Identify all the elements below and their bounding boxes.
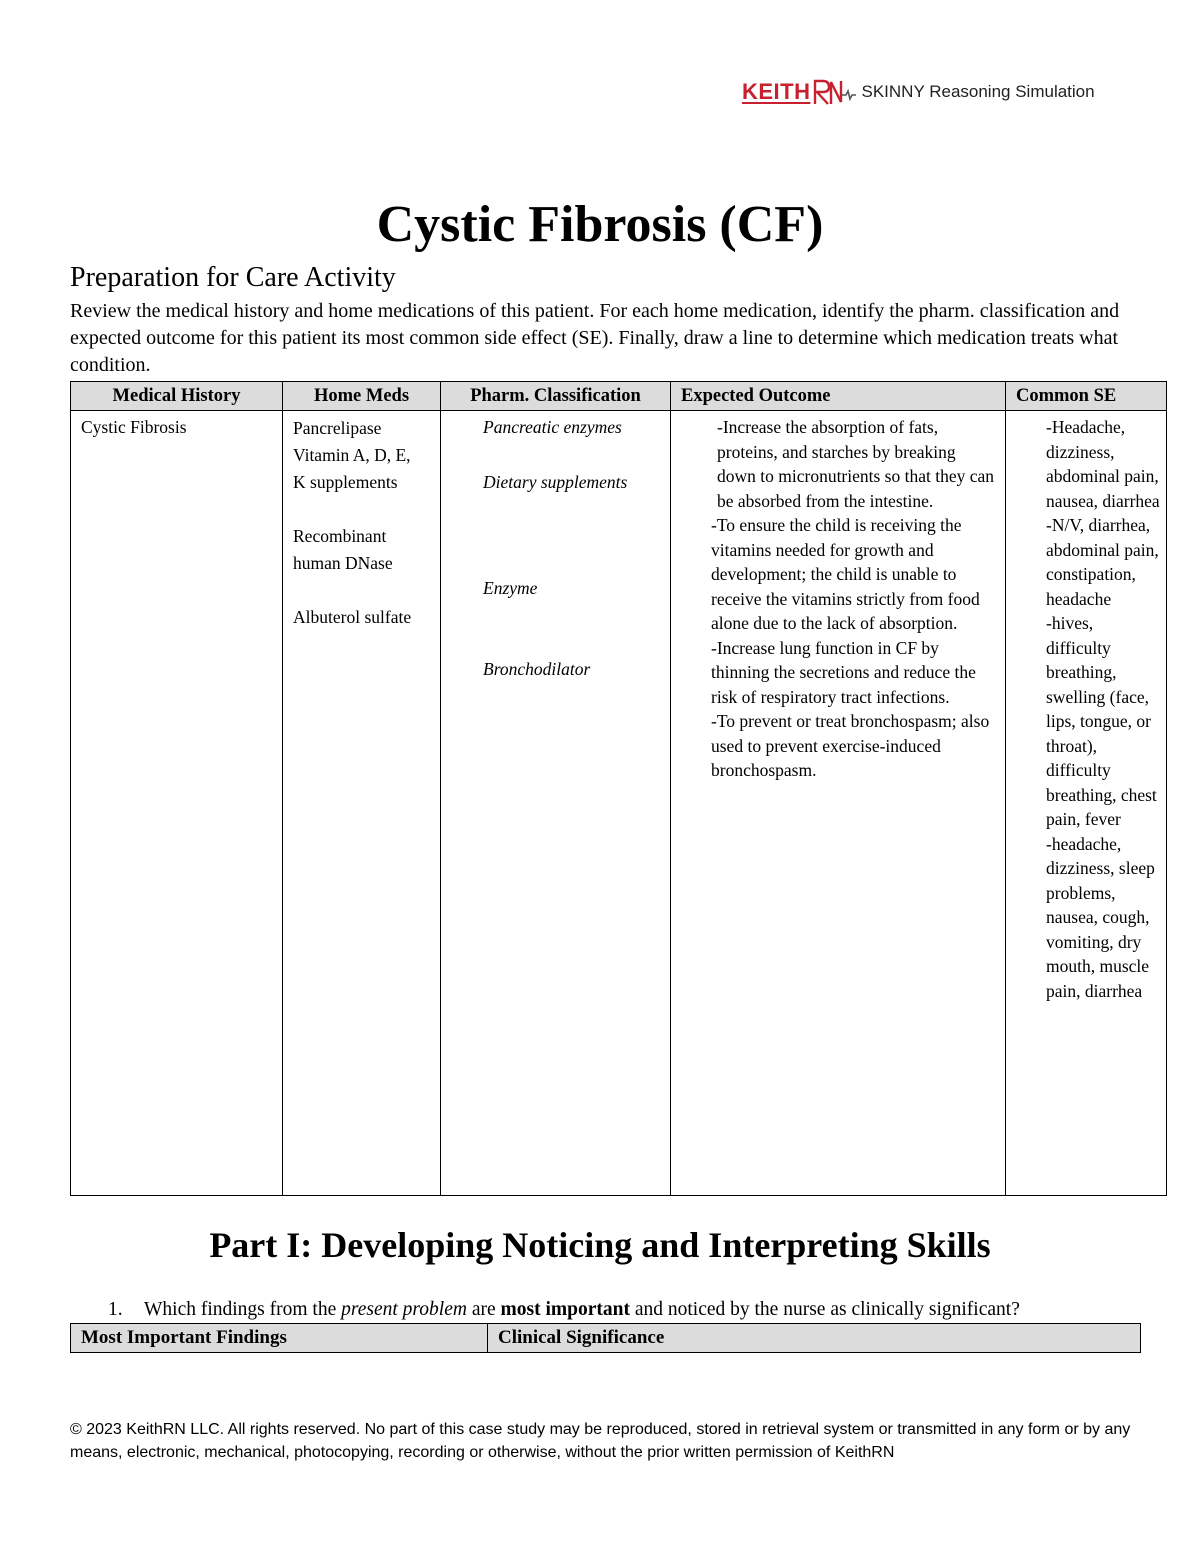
question-number: 1. (108, 1299, 123, 1320)
table-header-row (71, 382, 1167, 411)
question-text-pre: Which findings from the (144, 1299, 342, 1320)
question-text-emphasis: present problem (341, 1299, 467, 1320)
medication-table (70, 381, 1167, 1196)
page-title: Cystic Fibrosis (CF) (376, 196, 824, 253)
classification-item: Bronchodilator (483, 658, 591, 679)
classification-item: Dietary supplements (483, 471, 628, 492)
side-effects-cell (1006, 411, 1167, 1196)
outcome-cell (671, 411, 1006, 1196)
header-clinical-significance: Clinical Significance (488, 1324, 1141, 1353)
question-1 (108, 1297, 1020, 1323)
findings-header-row (71, 1324, 1141, 1353)
side-effect-item: -headache, dizziness, sleep problems, nausea, cough, vomiting, dry mouth, muscle pain, diarrhea (1046, 833, 1155, 1001)
outcome-item: -Increase the absorption of fats, proteins, and starches by breaking down to micronutrients so that they can be absorbed from the intestine. (717, 417, 995, 511)
copyright-footer: © 2023 KeithRN LLC. All rights reserved. No part of this case study may be reproduced, stored in retrieval system or transmitted in any form or by any means, electronic, mechanical, photocopying, recording or otherwise, without the prior written permission of KeithRN (70, 1421, 1131, 1461)
side-effect-item: -N/V, diarrhea, abdominal pain, constipation, headache (1046, 515, 1159, 609)
keithrn-logo (742, 72, 1095, 112)
part-one-title: Part I: Developing Noticing and Interpreting Skills (209, 1225, 991, 1265)
logo-rn-icon (812, 77, 856, 107)
home-med-item: Albuterol sulfate (293, 607, 412, 627)
classification-item: Pancreatic enzymes (483, 417, 622, 437)
outcome-item: -To prevent or treat bronchospasm; also used to prevent exercise-induced bronchospasm. (711, 711, 990, 780)
outcome-item: -Increase lung function in CF by thinning the secretions and reduce the risk of respiratory tract infections. (711, 637, 976, 707)
question-text-post: and noticed by the nurse as clinically significant? (629, 1299, 1020, 1320)
classification-cell (441, 411, 671, 1196)
side-effect-item: -Headache, dizziness, abdominal pain, nausea, diarrhea (1046, 417, 1160, 511)
header-most-important-findings: Most Important Findings (71, 1324, 488, 1353)
home-med-item: Pancrelipase (293, 418, 382, 438)
question-text-strong: most important (500, 1299, 630, 1320)
classification-item: Enzyme (483, 578, 538, 598)
intro-paragraph: Review the medical history and home medications of this patient. For each home medication, identify the pharm. classification and expected outcome for this patient its most common side effect (SE). Finally, draw a line to determine which medication treats what condition. (70, 300, 1120, 376)
header-expected-outcome: Expected Outcome (671, 382, 1006, 411)
logo-keith-text: KEITH (742, 79, 811, 104)
header-medical-history: Medical History (71, 382, 283, 411)
outcome-item: -To ensure the child is receiving the vitamins needed for growth and development; the child is unable to receive the vitamins strictly from food alone due to the lack of absorption. (711, 515, 980, 633)
home-med-item: Recombinant human DNase (293, 526, 393, 573)
section-heading: Preparation for Care Activity (70, 262, 396, 293)
header-common-se: Common SE (1006, 382, 1167, 411)
home-med-item: Vitamin A, D, E, (293, 445, 411, 465)
medical-history-item: Cystic Fibrosis (81, 417, 187, 437)
header-pharm-classification: Pharm. Classification (441, 382, 671, 411)
home-meds-cell (283, 411, 441, 1196)
table-row (71, 411, 1167, 1196)
home-med-item: K supplements (293, 472, 398, 492)
medical-history-cell (71, 411, 283, 1196)
findings-table (70, 1323, 1141, 1353)
question-text-mid: are (466, 1299, 501, 1320)
logo-subtitle: SKINNY Reasoning Simulation (861, 82, 1095, 101)
side-effect-item: -hives, difficulty breathing, swelling (face, lips, tongue, or throat), difficulty breathing, chest pain, fever (1046, 613, 1157, 829)
header-home-meds: Home Meds (283, 382, 441, 411)
